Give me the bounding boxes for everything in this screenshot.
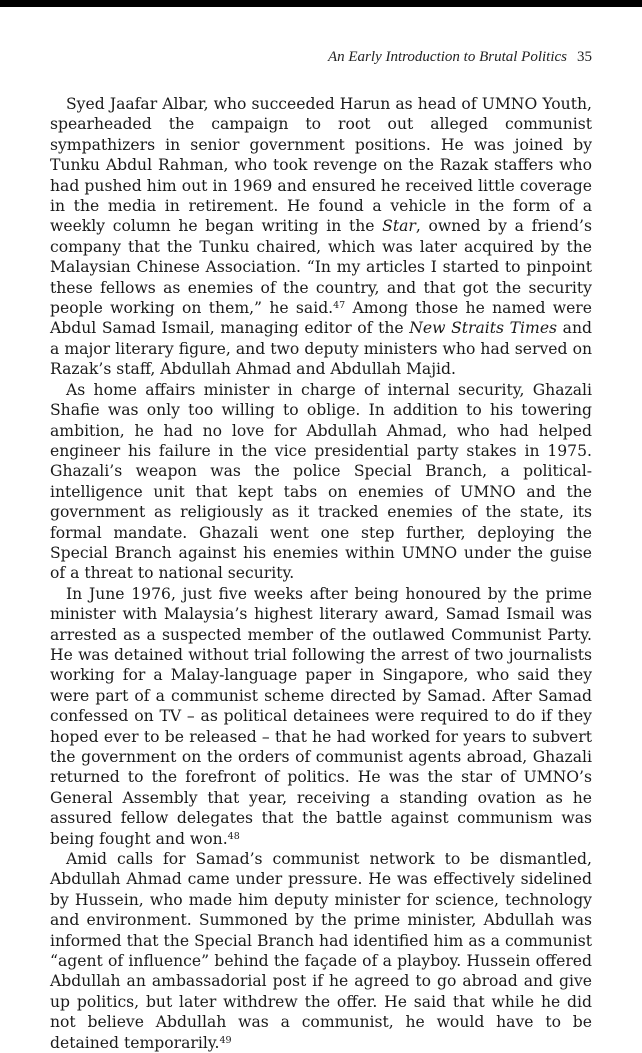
text-segment: Among those he named were Abdul Samad Ismail, managing editor of the (50, 299, 592, 338)
body-text (50, 94, 592, 1053)
running-head (328, 49, 592, 66)
text-segment: Syed Jaafar Albar, who succeeded Harun as head of UMNO Youth, spearheaded the campaign to root out alleged communist sympathizers in senior government positions. He was joined by Tunku Abdul Rahman, who took revenge on the Razak staffers who had pushed him out in 1969 and ensured he received little coverage in the media in retirement. He found a vehicle in the form of a weekly column he began writing in the (50, 95, 592, 236)
italic-title: Star (382, 217, 416, 236)
paragraph (50, 380, 592, 584)
italic-title: New Straits Times (409, 319, 558, 338)
footnote-ref: 47 (333, 300, 346, 312)
paragraph (50, 849, 592, 1053)
paragraph (50, 584, 592, 849)
text-segment: , owned by a friend’s company that the Tunku chaired, which was later acquired by the Malaysian Chinese Association. “In my articles I started to pinpoint these fellows as enemies of the country, and that got the security people working on them,” he said. (50, 217, 592, 318)
text-segment: and a major literary figure, and two deputy ministers who had served on Razak’s staff, Abdullah Ahmad and Abdullah Majid. (50, 319, 593, 379)
running-title: An Early Introduction to Brutal Politics (327, 49, 567, 65)
footnote-ref: 49 (219, 1034, 232, 1046)
footnote-ref: 48 (227, 830, 240, 842)
text-segment: In June 1976, just five weeks after being honoured by the prime minister with Malaysia’s highest literary award, Samad Ismail was arrested as a suspected member of the outlawed Communist Party. He was detained without trial following the arrest of two journalists working for a Malay-language paper in Singapore, who said they were part of a communist scheme directed by Samad. After Samad confessed on TV – as political detainees were required to do if they hoped ever to be released – that he had worked for years to subvert the government on the orders of communist agents abroad, Ghazali returned to the forefront of politics. He was the star of UMNO’s General Assembly that year, receiving a standing ovation as he assured fellow delegates that the battle against communism was being fought and won. (50, 584, 592, 848)
top-border (0, 0, 642, 7)
page-number: 35 (577, 49, 592, 65)
paragraph (50, 94, 592, 380)
text-segment: As home affairs minister in charge of internal security, Ghazali Shafie was only too willing to oblige. In addition to his towering ambition, he had no love for Abdullah Ahmad, who had helped engineer his failure in the vice presidential party stakes in 1975. Ghazali’s weapon was the police Special Branch, a political-intelligence unit that kept tabs on enemies of UMNO and the government as religiously as it tracked enemies of the state, its formal mandate. Ghazali went one step further, deploying the Special Branch against his enemies within UMNO under the guise of a threat to national security. (50, 380, 592, 583)
text-segment: Amid calls for Samad’s communist network to be dismantled, Abdullah Ahmad came under pressure. He was effectively sidelined by Hussein, who made him deputy minister for science, technology and environment. Summoned by the prime minister, Abdullah was informed that the Special Branch had identified him as a communist “agent of influence” behind the façade of a playboy. Hussein offered Abdullah an ambassadorial post if he agreed to go abroad and give up politics, but later withdrew the offer. He said that while he did not believe Abdullah was a communist, he would have to be detained temporarily. (50, 850, 592, 1052)
